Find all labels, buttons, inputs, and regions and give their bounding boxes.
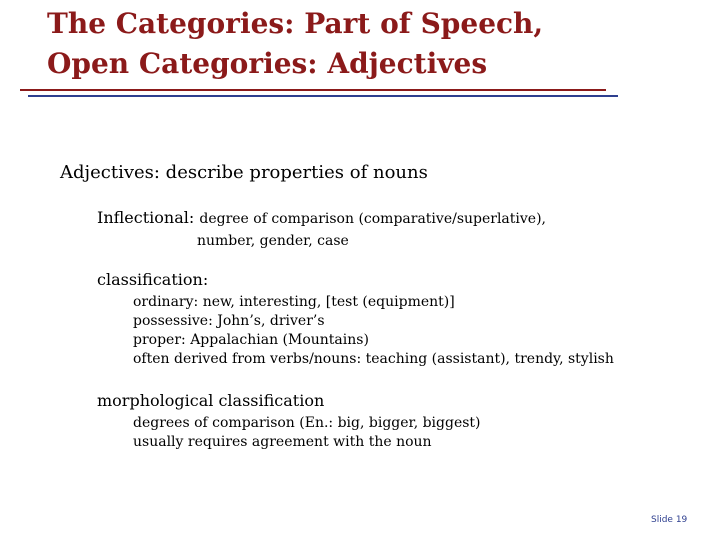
slide-number: Slide 19 [651,515,688,525]
title-divider-red [20,89,606,91]
classification-item-derived: often derived from verbs/nouns: teaching (assistant), trendy, stylish [133,351,614,367]
morphological-item-agreement: usually requires agreement with the noun [133,434,432,450]
inflectional-text-line-1: degree of comparison (comparative/superlative), [199,211,546,227]
title-divider-blue [28,95,618,97]
classification-item-proper: proper: Appalachian (Mountains) [133,332,369,348]
classification-label: classification: [97,270,209,289]
slide-title-line-2: Open Categories: Adjectives [47,47,488,80]
classification-item-ordinary: ordinary: new, interesting, [test (equipment)] [133,294,455,310]
classification-item-possessive: possessive: John’s, driver’s [133,313,325,329]
main-point: Adjectives: describe properties of nouns [60,162,428,183]
slide-title-line-1: The Categories: Part of Speech, [47,7,544,40]
inflectional-text-line-2: number, gender, case [197,233,349,249]
morphological-label: morphological classification [97,391,325,410]
morphological-item-degrees: degrees of comparison (En.: big, bigger, biggest) [133,415,481,431]
inflectional-label: Inflectional: [97,208,195,227]
inflectional-item [97,208,546,227]
